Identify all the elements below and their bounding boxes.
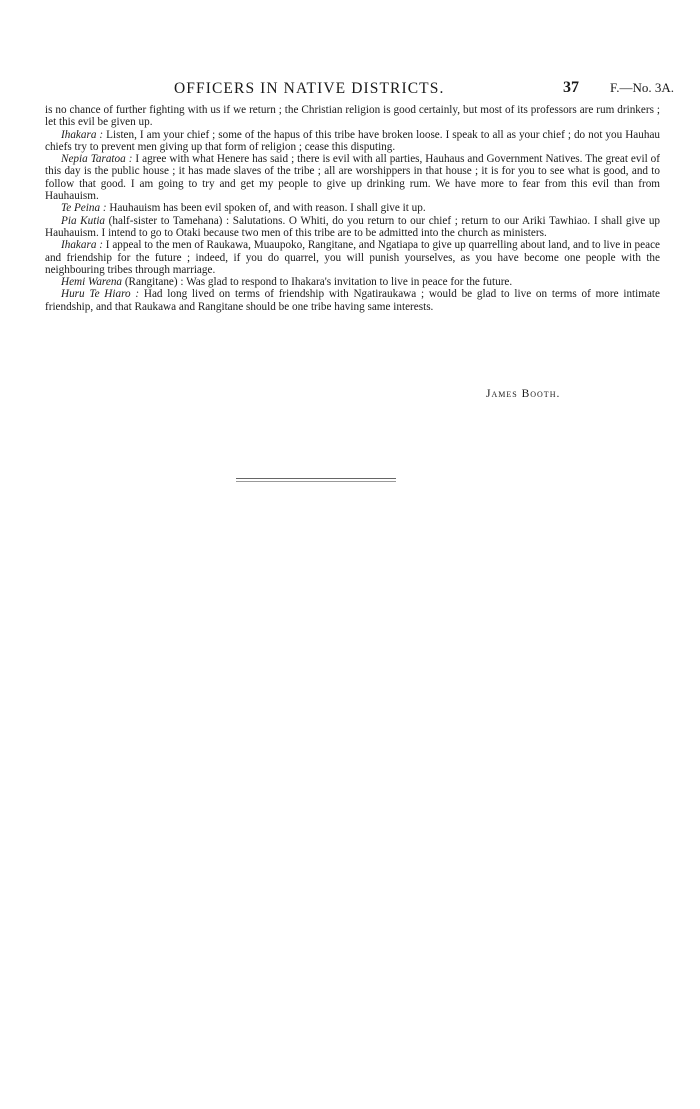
paragraph-text: I appeal to the men of Raukawa, Muaupoko, Rangitane, and Ngatiapa to give up quarrelling about land, and to live in peace and friendship for the future ; indeed, if you do quarrel, you will punish yourselves, as you have become one people with the neighbouring tribes through marriage. — [45, 239, 660, 276]
paragraph — [45, 215, 660, 240]
body-text — [45, 104, 660, 313]
paragraph-text: Hauhauism has been evil spoken of, and with reason. I shall give it up. — [106, 202, 426, 215]
speaker-name: Ihakara : — [61, 128, 104, 141]
page-header — [0, 80, 700, 100]
speaker-name: Ihakara : — [61, 239, 103, 252]
signature: James Booth. — [486, 388, 561, 400]
paragraph-text: Listen, I am your chief ; some of the hapus of this tribe have broken loose. I speak to all as your chief ; do not you Hauhau chiefs try to prevent men giving up that form of religion ; cease this disputing. — [45, 128, 660, 153]
speaker-name: Te Peina : — [61, 202, 107, 215]
paragraph-text: is no chance of further fighting with us if we return ; the Christian religion is good certainly, but most of its professors are rum drinkers ; let this evil be given up. — [45, 104, 660, 129]
rule-line — [236, 481, 396, 482]
section-end-rule — [236, 478, 396, 482]
speaker-name: Huru Te Hiaro : — [61, 288, 140, 301]
running-title: OFFICERS IN NATIVE DISTRICTS. — [174, 80, 445, 97]
paragraph-text: I agree with what Henere has said ; there is evil with all parties, Hauhaus and Government Natives. The great evil of this day is the public house ; it has made slaves of the tribe ; all are worshippers in that house ; it is for you to see what is good, and to follow that good. I am going to try and get my people to give up drinking rum. We have more to fear from this evil than from Hauhauism. — [45, 153, 660, 203]
speaker-name: Hemi Warena — [61, 276, 123, 289]
page-number: 37 — [563, 79, 579, 96]
paragraph-text: Had long lived on terms of friendship with Ngatiraukawa ; would be glad to live on terms of more intimate friendship, and that Raukawa and Rangitane should be one tribe having same interests. — [45, 288, 660, 313]
paper-reference: F.—No. 3A. — [610, 80, 674, 95]
paragraph — [45, 104, 660, 129]
paragraph-text: (Rangitane) : Was glad to respond to Ihakara's invitation to live in peace for the future. — [122, 276, 513, 289]
speaker-name: Pia Kutia — [61, 214, 106, 227]
paragraph — [45, 288, 660, 313]
speaker-name: Nepia Taratoa : — [61, 153, 133, 166]
paragraph — [45, 153, 660, 202]
paragraph — [45, 202, 660, 214]
rule-line — [236, 478, 396, 479]
paragraph — [45, 276, 660, 288]
paragraph-text: (half-sister to Tamehana) : Salutations. O Whiti, do you return to our chief ; return to our Ariki Tawhiao. I shall give up Hauhauism. I intend to go to Otaki because two men of this tribe are to be admitted into the church as ministers. — [45, 214, 661, 239]
paragraph — [45, 129, 660, 154]
paragraph — [45, 239, 660, 276]
